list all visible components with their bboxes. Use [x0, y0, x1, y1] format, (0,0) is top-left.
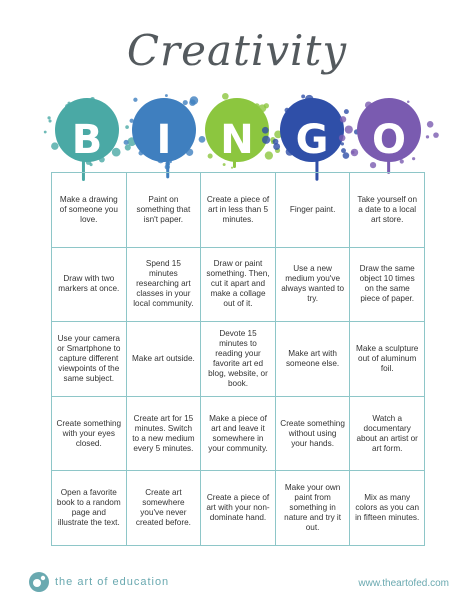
bingo-cell: Spend 15 minutes researching art classes in your local community.	[127, 248, 202, 323]
page-title: Creativity	[126, 26, 348, 75]
bingo-cell: Make art outside.	[127, 322, 202, 397]
bingo-letter: B	[71, 117, 103, 163]
bingo-letter: I	[156, 117, 172, 163]
bingo-cell: Create something with your eyes closed.	[52, 397, 127, 472]
bingo-letter: N	[220, 117, 254, 163]
bingo-cell: Create something without using your hands.	[276, 397, 351, 472]
bingo-cell: Make art with someone else.	[276, 322, 351, 397]
bingo-cell: Create a piece of art with your non-dominate hand.	[201, 471, 276, 546]
bingo-cell: Make a sculpture out of aluminum foil.	[350, 322, 425, 397]
bingo-letter: O	[371, 117, 406, 163]
bingo-grid	[51, 172, 425, 546]
bingo-cell: Use a new medium you've always wanted to try.	[276, 248, 351, 323]
bingo-cell: Create a piece of art in less than 5 minutes.	[201, 173, 276, 248]
bingo-cell: Paint on something that isn't paper.	[127, 173, 202, 248]
bingo-cell: Take yourself on a date to a local art store.	[350, 173, 425, 248]
footer-brand: the art of education	[55, 576, 170, 588]
bingo-cell: Open a favorite book to a random page and illustrate the text.	[52, 471, 127, 546]
bingo-cell: Mix as many colors as you can in fifteen minutes.	[350, 471, 425, 546]
bingo-cell: Create art for 15 minutes. Switch to a new medium every 5 minutes.	[127, 397, 202, 472]
bingo-letter: G	[295, 117, 329, 163]
bingo-cell: Draw or paint something. Then, cut it apart and make a collage out of it.	[201, 248, 276, 323]
bingo-cell: Draw with two markers at once.	[52, 248, 127, 323]
art-of-education-logo-icon	[28, 571, 50, 593]
footer-url-link[interactable]: www.theartofed.com	[358, 578, 449, 589]
bingo-cell: Use your camera or Smartphone to capture different viewpoints of the same subject.	[52, 322, 127, 397]
bingo-cell: Make a piece of art and leave it somewhere in your community.	[201, 397, 276, 472]
bingo-cell: Watch a documentary about an artist or art form.	[350, 397, 425, 472]
bingo-cell: Devote 15 minutes to reading your favorite art ed blog, website, or book.	[201, 322, 276, 397]
bingo-cell: Make your own paint from something in nature and try it out.	[276, 471, 351, 546]
bingo-cell: Make a drawing of someone you love.	[52, 173, 127, 248]
bingo-cell: Draw the same object 10 times on the same piece of paper.	[350, 248, 425, 323]
bingo-cell: Finger paint.	[276, 173, 351, 248]
bingo-cell: Create art somewhere you've never created before.	[127, 471, 202, 546]
